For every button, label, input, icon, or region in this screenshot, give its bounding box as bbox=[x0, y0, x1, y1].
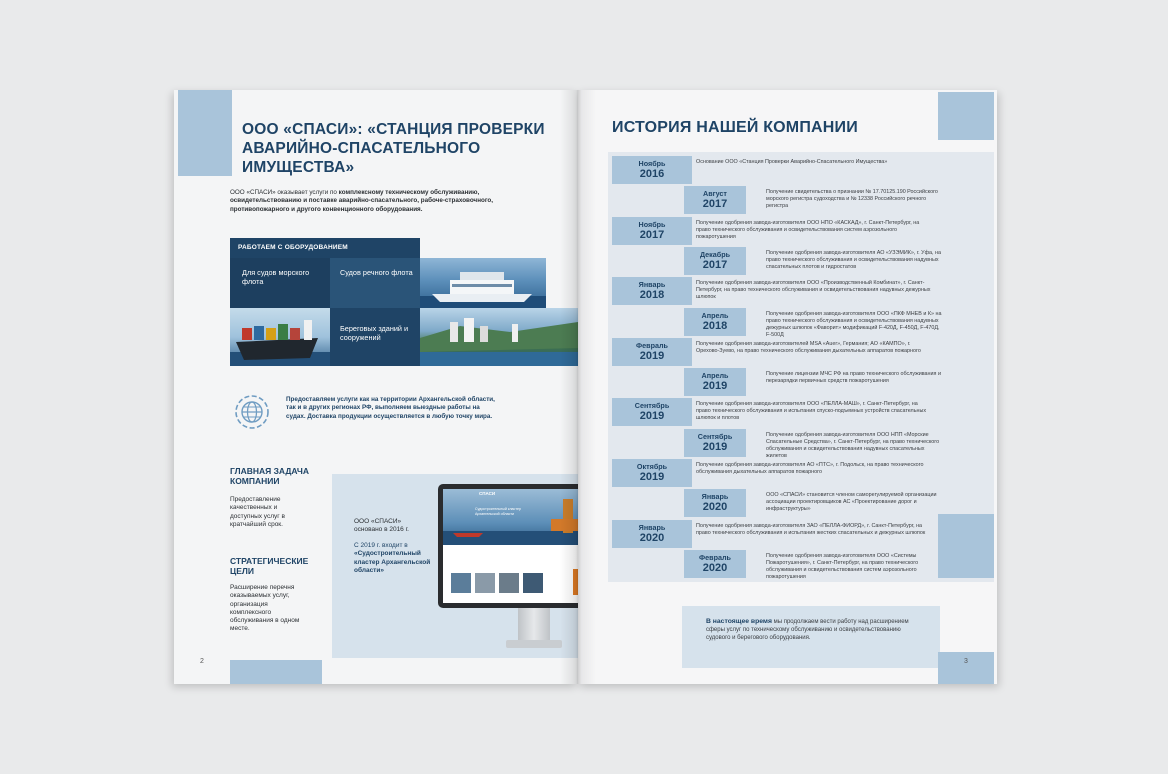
founded-text: ООО «СПАСИ» основано в 2016 г. bbox=[354, 518, 409, 534]
intro-prefix: ООО «СПАСИ» оказывает услуги по bbox=[230, 189, 339, 196]
timeline-text: Получение одобрения завода-изготовителя ООО «ПЕЛЛА-МАШ», г. Санкт-Петербург, на право технического обслуживания и испытания спуско-подъемных устройств спасательных шлюпок и плотов bbox=[696, 401, 927, 422]
now-bold: В настоящее время bbox=[706, 618, 772, 625]
timeline-date bbox=[612, 520, 692, 548]
history-title: ИСТОРИЯ НАШЕЙ КОМПАНИИ bbox=[612, 119, 858, 136]
now-text bbox=[706, 618, 926, 642]
cluster-prefix: С 2019 г. входит в bbox=[354, 542, 408, 549]
right-page bbox=[578, 90, 997, 684]
timeline-date bbox=[684, 247, 746, 275]
decor-block-top-right bbox=[938, 92, 994, 140]
timeline-year: 2019 bbox=[702, 380, 728, 393]
cargo-ship-photo bbox=[230, 308, 330, 366]
site-thumb-4 bbox=[523, 573, 543, 593]
timeline-date bbox=[684, 368, 746, 396]
timeline-year: 2019 bbox=[639, 410, 665, 423]
timeline-date bbox=[684, 550, 746, 578]
site-logo: СПАСИ bbox=[479, 491, 496, 496]
monitor-stand bbox=[518, 608, 550, 644]
intro-bold: комплексному техническому обслуживанию, освидетельствованию и поставке аварийно-спасательного, рабоче-страховочного, противопожарного и другого конвенционного оборудования. bbox=[230, 189, 493, 213]
timeline-date bbox=[612, 338, 692, 366]
timeline-year: 2017 bbox=[702, 198, 728, 211]
timeline-year: 2019 bbox=[639, 471, 665, 483]
timeline-text: Получение одобрения завода-изготовителя ООО «Системы Пожаротушения», г. Санкт-Петербург, на право технического обслуживания и освидетельствования систем аэрозольного пожаротушения bbox=[766, 552, 919, 580]
timeline-text: Получение одобрения завода-изготовителя ООО НПП «Морские Спасательные Средства», г. Санкт-Петербург, на право технического обслуживания и освидетельствования надувных спасательных жилетов bbox=[766, 431, 940, 459]
timeline-text: Получение одобрения завода-изготовителя ООО «ПКФ МНЕВ и К» на право технического обслуживания и освидетельствования надувных дежурных шлюпок «Фаворит» модификаций F-420Д, F-450Д, F-470Д, F-500Д bbox=[766, 310, 942, 338]
site-hero-text: Судостроительный кластер Архангельской области bbox=[475, 507, 521, 516]
timeline-month: Январь bbox=[638, 280, 666, 290]
timeline-month: Август bbox=[703, 189, 727, 199]
timeline-month: Ноябрь bbox=[638, 159, 666, 168]
timeline-year: 2019 bbox=[639, 349, 665, 362]
title-line-2: АВАРИЙНО-СПАСАТЕЛЬНОГО bbox=[242, 140, 481, 157]
timeline-date bbox=[612, 459, 692, 487]
intro-paragraph bbox=[230, 189, 530, 214]
timeline-text: Получение лицензии МЧС РФ на право технического обслуживания и перезарядки первичных средств пожаротушения bbox=[766, 371, 941, 385]
page-number-right: 3 bbox=[964, 658, 968, 665]
timeline-date bbox=[612, 398, 692, 426]
timeline-month: Ноябрь bbox=[638, 219, 666, 229]
timeline-text: Получение свидетельства о признании № 17.70125.190 Российского морского регистра судоходства и № 12338 Российского речного регистра bbox=[766, 189, 938, 210]
now-rest: мы продолжаем вести работу над расширением сферы услуг по техническому обслуживанию и освидетельствованию судового и берегового оборудования. bbox=[706, 619, 909, 641]
goals-title: СТРАТЕГИЧЕСКИЕ ЦЕЛИ bbox=[230, 556, 309, 576]
tile-sea-fleet bbox=[230, 258, 330, 308]
timeline-month: Январь bbox=[638, 522, 666, 532]
timeline-month: Февраль bbox=[699, 552, 731, 562]
timeline-year: 2017 bbox=[702, 258, 728, 271]
equipment-header bbox=[230, 238, 420, 258]
timeline-date bbox=[612, 277, 692, 305]
timeline-year: 2018 bbox=[639, 289, 665, 302]
timeline-month: Декабрь bbox=[699, 249, 731, 259]
main-task-title: ГЛАВНАЯ ЗАДАЧА КОМПАНИИ bbox=[230, 466, 310, 486]
timeline-year: 2020 bbox=[702, 501, 728, 514]
timeline-date bbox=[684, 308, 746, 336]
timeline-month: Сентябрь bbox=[634, 401, 670, 411]
tile-sea-fleet-label: Для судов морского флота bbox=[242, 268, 310, 286]
timeline-month: Февраль bbox=[636, 340, 668, 350]
territory-text: Предоставляем услуги как на территории Архангельской области, так и в других регионах РФ, выполняем выездные работы на судах. Доставка продукции осуществляется в любую точку мира. bbox=[286, 396, 495, 420]
monitor-base bbox=[506, 640, 562, 648]
timeline-month: Апрель bbox=[701, 310, 729, 320]
coast-photo bbox=[420, 308, 578, 366]
tile-coastal bbox=[330, 308, 420, 366]
timeline-year: 2020 bbox=[702, 561, 728, 574]
site-thumb-2 bbox=[475, 573, 495, 593]
timeline-date bbox=[684, 186, 746, 214]
cargo-ship-image bbox=[230, 308, 330, 366]
timeline-text: Получение одобрения завода-изготовителей MSA «Auer», Германия; АО «КАМПО», г. Орехово-Зуево, на право технического обслуживания дыхательных аппаратов пожарного bbox=[696, 340, 921, 354]
title-line-3: ИМУЩЕСТВА» bbox=[242, 159, 355, 176]
timeline-year: 2019 bbox=[702, 440, 728, 453]
timeline-text: Получение одобрения завода-изготовителя ООО НПО «КАСКАД», г. Санкт-Петербург, на право технического обслуживания и освидетельствования систем аэрозольного пожаротушения bbox=[696, 219, 920, 240]
cluster-bold: «Судостроительный кластер Архангельской области» bbox=[354, 550, 431, 574]
river-ship-photo bbox=[420, 258, 546, 308]
tile-coastal-label: Береговых зданий и сооружений bbox=[340, 324, 409, 342]
timeline-month: Октябрь bbox=[636, 462, 668, 471]
timeline-text: ООО «СПАСИ» становится членом саморегулируемой организации ассоциации проектировщиков АС «Проектирование дорог и инфраструктуры» bbox=[766, 492, 937, 513]
site-thumb-3 bbox=[499, 573, 519, 593]
decor-block-top bbox=[178, 90, 232, 176]
page-number-left: 2 bbox=[200, 658, 204, 665]
timeline-year: 2017 bbox=[639, 228, 665, 241]
tile-river-fleet-label: Судов речного флота bbox=[340, 268, 413, 277]
site-thumb-1 bbox=[451, 573, 471, 593]
title-line-1: ООО «СПАСИ»: «СТАНЦИЯ ПРОВЕРКИ bbox=[242, 121, 545, 138]
decor-block-mid-right bbox=[938, 514, 994, 578]
decor-block-bottom-right bbox=[938, 652, 994, 684]
timeline-text: Получение одобрения завода-изготовителя АО «УЗЭМИК», г. Уфа, на право технического обслуживания и освидетельствования надувных спасательных плотов и гидростатов bbox=[766, 249, 941, 270]
timeline-year: 2018 bbox=[702, 319, 728, 332]
timeline-month: Сентябрь bbox=[697, 431, 733, 441]
timeline-year: 2020 bbox=[639, 531, 665, 544]
tile-river-fleet bbox=[330, 258, 420, 308]
timeline-text: Получение одобрения завода-изготовителя ООО «Производственный Комбинат», г. Санкт-Петербург, на право технического обслуживания и освидетельствования надувных дежурных шлюпок bbox=[696, 280, 931, 301]
timeline-text: Получение одобрения завода-изготовителя АО «ПТС», г. Подольск, на право технического обслуживания дыхательных аппаратов пожарного bbox=[696, 462, 924, 475]
timeline-text: Основание ООО «Станция Проверки Аварийно-Спасательного Имущества» bbox=[696, 159, 888, 165]
timeline-date bbox=[612, 156, 692, 184]
timeline-date bbox=[684, 429, 746, 457]
timeline-month: Январь bbox=[701, 492, 729, 502]
timeline-date bbox=[612, 217, 692, 245]
river-ship-image bbox=[420, 258, 546, 308]
equipment-header-label: РАБОТАЕМ С ОБОРУДОВАНИЕМ bbox=[238, 244, 348, 251]
main-task-text: Предоставление качественных и доступных услуг в кратчайший срок. bbox=[230, 496, 285, 528]
coast-image bbox=[420, 308, 578, 366]
goals-text: Расширение перечня оказываемых услуг, организация комплексного обслуживания в одном месте. bbox=[230, 584, 300, 633]
gear-globe-icon bbox=[230, 390, 274, 434]
decor-block-bottom bbox=[230, 660, 322, 684]
page-title bbox=[242, 120, 572, 177]
timeline-date bbox=[684, 489, 746, 517]
timeline-text: Получение одобрения завода-изготовителя ЗАО «ПЕЛЛА-ФИОРД», г. Санкт-Петербург, на право технического обслуживания и испытания жестких спасательных и дежурных шлюпок bbox=[696, 522, 926, 536]
timeline-month: Апрель bbox=[701, 371, 729, 381]
timeline-year: 2016 bbox=[639, 168, 665, 180]
cluster-text bbox=[354, 542, 434, 575]
